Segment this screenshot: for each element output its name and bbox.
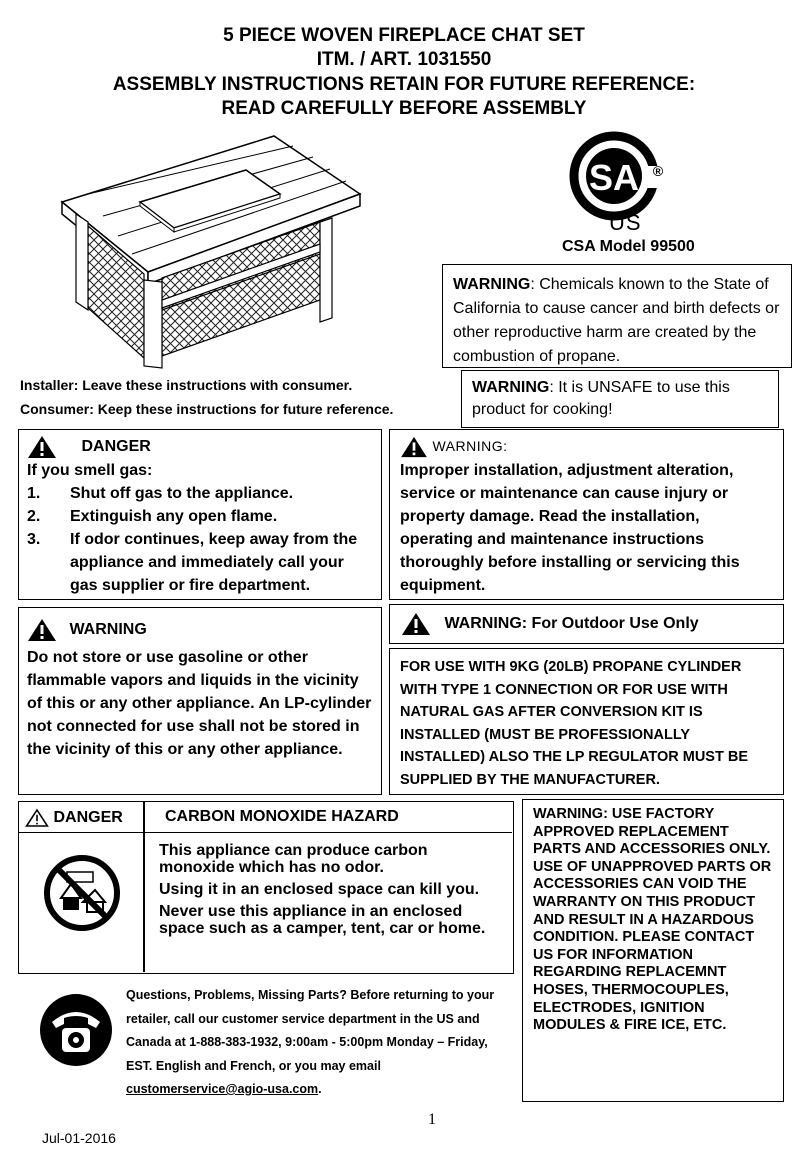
- read-carefully-heading: READ CAREFULLY BEFORE ASSEMBLY: [221, 98, 587, 119]
- replacement-parts-warning-text: WARNING: USE FACTORY APPROVED REPLACEMENT PARTS AND ACCESSORIES ONLY. USE OF UNAPPROVED PARTS OR ACCESSORIES CAN VOID THE WARRANTY ON THIS PRODUCT AND RESULT IN A HAZARDOUS CONDITION. PLEASE CONTACT US FOR INFORMATION REGARDING REPLACEMNT HOSES, THERMOCOUPLES, ELECTRODES, IGNITION MODULES & FIRE ICE, ETC.: [533, 806, 772, 1034]
- csa-registered-mark: ®: [652, 163, 664, 179]
- smell-gas-danger-title: DANGER: [81, 438, 151, 456]
- csa-us-mark: US: [609, 210, 642, 235]
- email-link[interactable]: customerservice@agio-usa.com: [126, 1082, 319, 1096]
- cooking-warning-label: WARNING: [472, 379, 550, 396]
- warning-triangle-icon: [400, 612, 432, 636]
- smell-gas-steps: [27, 482, 373, 597]
- csa-inner-text: SA: [588, 157, 640, 198]
- item-number: ITM. / ART. 1031550: [316, 49, 492, 70]
- outdoor-warning-title: WARNING: For Outdoor Use Only: [444, 615, 699, 633]
- page-number: 1: [428, 1111, 436, 1128]
- co-hazard-line: Using it in an enclosed space can kill you.: [159, 881, 480, 898]
- telephone-icon: [38, 988, 114, 1074]
- smell-gas-danger-box: [18, 429, 382, 600]
- csa-logo: [566, 128, 696, 238]
- list-item: 2. Extinguish any open flame.: [27, 508, 278, 525]
- co-hazard-text: [159, 842, 504, 942]
- prop65-warning-text: : Chemicals known to the State of California to cause cancer and birth defects or other reproductive harm are created by the combustion of propane.: [453, 276, 780, 365]
- propane-notice-box: [389, 648, 784, 795]
- installation-warning-title: WARNING:: [432, 438, 508, 454]
- propane-notice-text: FOR USE WITH 9KG (20LB) PROPANE CYLINDER WITH TYPE 1 CONNECTION OR FOR USE WITH NATURAL GAS AFTER CONVERSION KIT IS INSTALLED (MUST BE PROFESSIONALLY INSTALLED) ALSO THE LP REGULATOR MUST BE SUPPLIED BY THE MANUFACTURER.: [400, 659, 748, 788]
- co-hazard-line: This appliance can produce carbon monoxide which has no odor.: [159, 842, 428, 876]
- warning-triangle-icon: [27, 435, 57, 459]
- co-danger-label: DANGER: [53, 809, 123, 827]
- smell-gas-intro: If you smell gas:: [27, 462, 153, 479]
- gasoline-warning-text: Do not store or use gasoline or other flammable vapors and liquids in the vicinity of this or any other appliance. An LP-cylinder not connected for use shall not be stored in the vicinity of this or any other appliance.: [27, 649, 372, 758]
- co-hazard-title: CARBON MONOXIDE HAZARD: [165, 808, 399, 825]
- cooking-warning-box: [461, 370, 779, 428]
- revision-date: Jul-01-2016: [42, 1130, 116, 1146]
- installation-warning-box: [389, 429, 784, 600]
- contact-text: Questions, Problems, Missing Parts? Before returning to your retailer, call our customer service department in the US and Canada at 1-888-383-1932, 9:00am - 5:00pm Monday – Friday, EST. English and French, or you may email: [126, 988, 495, 1073]
- warning-triangle-icon: [400, 436, 428, 458]
- no-enclosed-space-icon: [43, 854, 121, 932]
- contact-info: Questions, Problems, Missing Parts? Before returning to your retailer, call our customer service department in the US and Canada at 1-888-383-1932, 9:00am - 5:00pm Monday – Friday, EST. English and French, or you may email customerservice@agio-usa.com.: [126, 988, 495, 1096]
- installer-note: Installer: Leave these instructions with consumer.: [20, 377, 353, 393]
- csa-model: CSA Model 99500: [562, 238, 695, 255]
- doc-title: 5 PIECE WOVEN FIREPLACE CHAT SET: [223, 25, 585, 46]
- gasoline-warning-box: [18, 607, 382, 795]
- list-item: 3. If odor continues, keep away from the appliance and immediately call your gas supplier or fire department.: [27, 531, 358, 594]
- replacement-parts-warning-box: [522, 799, 784, 1102]
- prop65-warning-label: WARNING: [453, 276, 531, 293]
- warning-triangle-outline-icon: [25, 808, 49, 828]
- assembly-heading: ASSEMBLY INSTRUCTIONS RETAIN FOR FUTURE REFERENCE:: [112, 74, 696, 95]
- co-danger-label-wrap: [25, 808, 123, 828]
- consumer-note: Consumer: Keep these instructions for future reference.: [20, 401, 394, 417]
- co-hazard-divider: [143, 802, 145, 972]
- fire-table-illustration: [58, 132, 368, 372]
- list-item: 1. Shut off gas to the appliance.: [27, 485, 294, 502]
- installation-warning-text: Improper installation, adjustment alteration, service or maintenance can cause injury or property damage. Read the installation, operating and maintenance instructions thoroughly before installing or servicing this equipment.: [400, 462, 740, 594]
- outdoor-warning-box: [389, 604, 784, 644]
- prop65-warning-box: [442, 264, 792, 368]
- cooking-warning-text: : It is UNSAFE to use this product for cooking!: [472, 379, 730, 418]
- co-hazard-line: Never use this appliance in an enclosed space such as a camper, tent, car or home.: [159, 903, 486, 937]
- gasoline-warning-title: WARNING: [69, 621, 147, 639]
- warning-triangle-icon: [27, 618, 57, 642]
- co-hazard-box: [18, 801, 514, 974]
